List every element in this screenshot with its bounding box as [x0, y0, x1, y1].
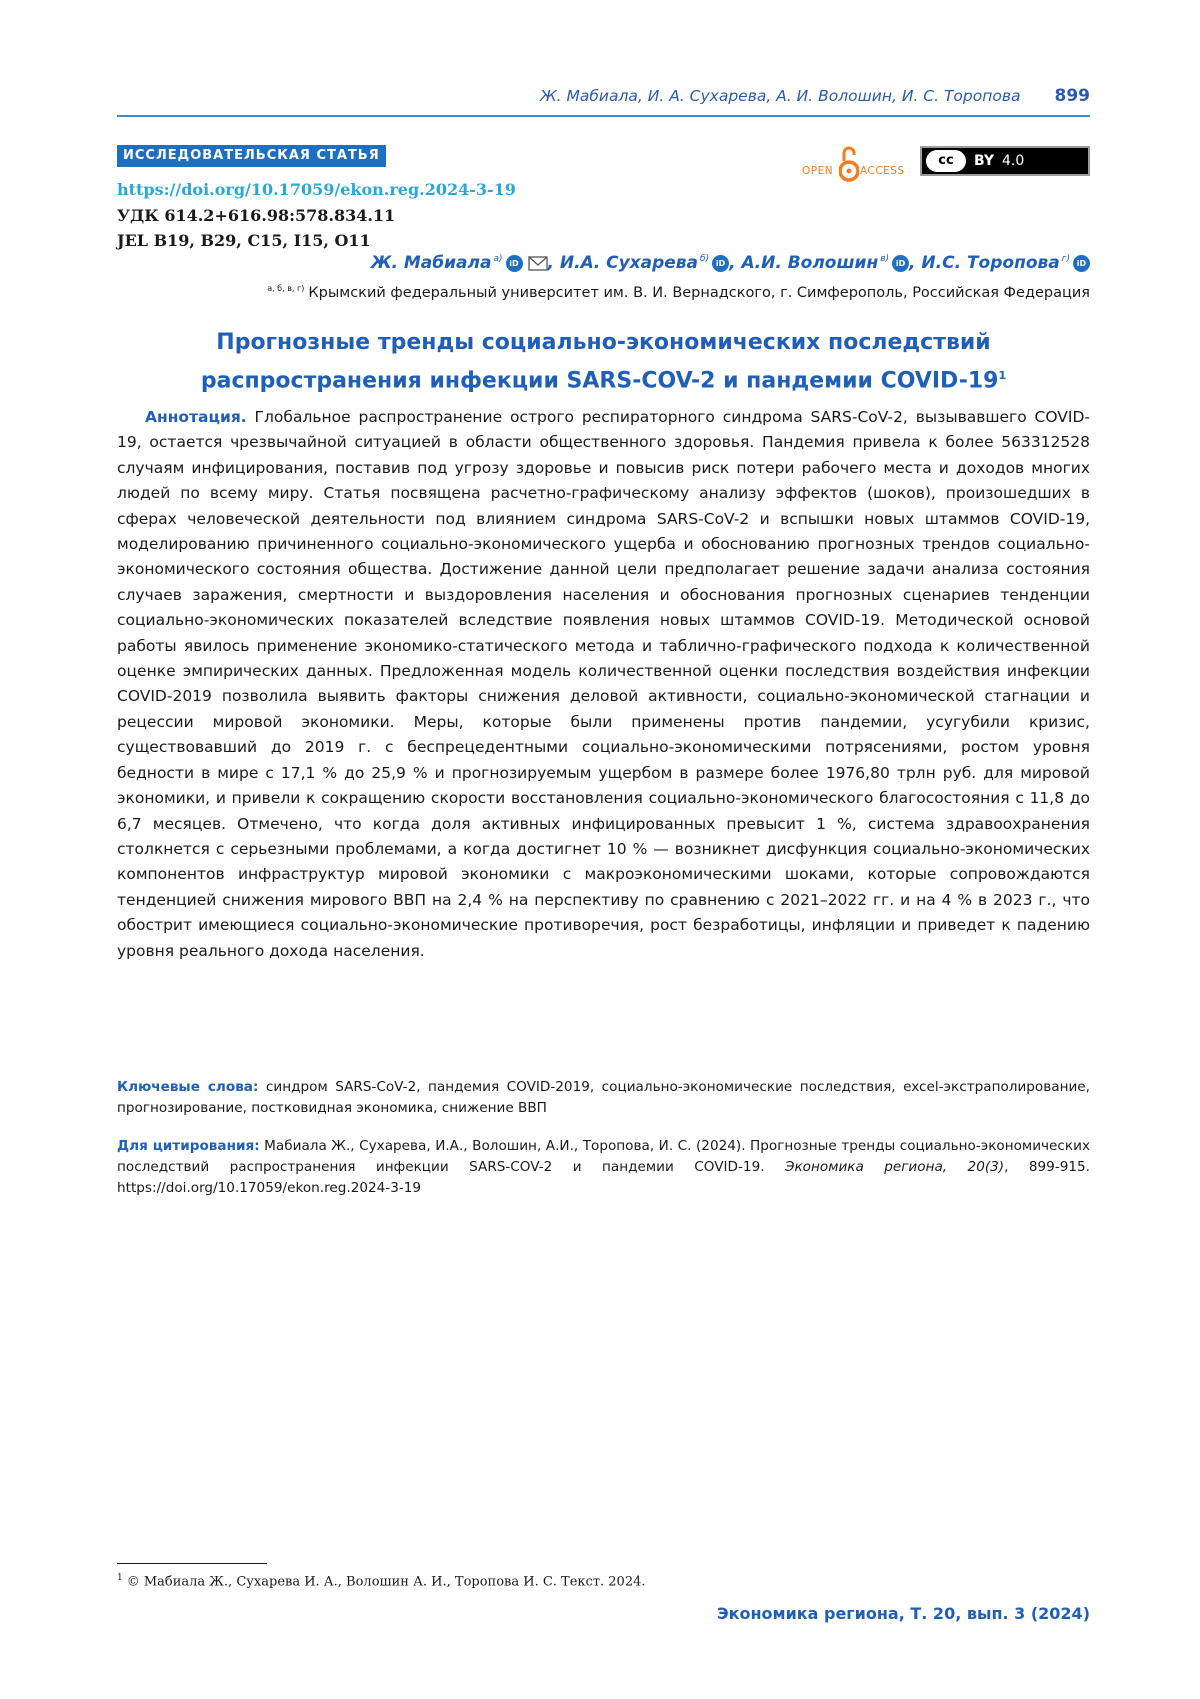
footnote-text: © Мабиала Ж., Сухарева И. А., Волошин А. И., Торопова И. С. Текст. 2024. — [126, 1574, 646, 1590]
citation-text-tail: , 899-915. https://doi.org/10.17059/ekon.reg.2024-3-19 — [117, 1159, 1090, 1196]
page-number: 899 — [1054, 86, 1090, 106]
orcid-icon[interactable]: iD — [506, 255, 523, 272]
article-title — [117, 326, 1090, 397]
cc-icon: cc — [926, 150, 966, 172]
title-line-1: Прогнозные тренды социально-экономических последствий — [216, 330, 991, 355]
orcid-icon[interactable]: iD — [1073, 255, 1090, 272]
journal-footer: Экономика региона, Т. 20, вып. 3 (2024) — [716, 1604, 1090, 1623]
citation — [117, 1136, 1090, 1199]
cc-by-label: BY — [974, 153, 995, 169]
cc-version-label: 4.0 — [1002, 153, 1025, 169]
jel-codes: JEL B19, B29, C15, I15, O11 — [117, 231, 371, 250]
title-footnote-mark[interactable]: 1 — [998, 369, 1007, 382]
keywords-label: Ключевые слова: — [117, 1079, 259, 1095]
citation-label: Для цитирования: — [117, 1138, 260, 1154]
running-authors: Ж. Мабиала, И. А. Сухарева, А. И. Волошин, И. С. Торопова — [539, 87, 1021, 105]
open-access-lock-icon — [839, 145, 859, 183]
affiliation — [267, 284, 1090, 301]
email-envelope-icon[interactable] — [528, 256, 548, 271]
keywords — [117, 1077, 1090, 1119]
author-4[interactable]: , И.С. Торопова $^{г)}$ — [909, 253, 1070, 273]
authors-line — [371, 253, 1090, 273]
header-rule — [117, 115, 1090, 117]
title-line-2: распространения инфекции SARS-COV-2 и пандемии COVID-$19^1$ — [200, 368, 1007, 394]
orcid-icon[interactable]: iD — [892, 255, 909, 272]
citation-journal: Экономика региона, 20(3) — [784, 1159, 1005, 1175]
author-3[interactable]: , А.И. Волошин $^{в)}$ — [729, 253, 890, 273]
keywords-text: синдром SARS-CoV-2, пандемия COVID-2019, социально-экономические последствия, excel-экстраполирование, прогнозирование, постковидная экономика, снижение ВВП — [117, 1079, 1090, 1116]
article-type-badge: ИССЛЕДОВАТЕЛЬСКАЯ СТАТЬЯ — [117, 145, 386, 167]
abstract-label: Аннотация. — [145, 408, 247, 426]
footnote-mark: 1 — [117, 1573, 123, 1583]
doi-link[interactable]: https://doi.org/10.17059/ekon.reg.2024-3-19 — [117, 180, 516, 199]
abstract-text: Глобальное распространение острого респираторного синдрома SARS-CoV-2, вызывавшего COVID-19, остается чрезвычайной ситуацией в области общественного здоровья. Пандемия привела к более 563312528 случаям инфицирования, поставив под угрозу здоровье и повысив риск потери рабочего места и доходов многих людей по всему миру. Статья посвящена расчетно-графическому анализу эффектов (шоков), произошедших в сферах человеческой деятельности под влиянием синдрома SARS-CoV-2 и вспышки новых штаммов COVID-19, моделированию причиненного социально-экономического ущерба и обоснованию прогнозных трендов социально-экономического состояния общества. Достижение данной цели предполагает решение задачи анализа состояния случаев заражения, смертности и выздоровления населения и обоснования прогнозных сценариев тенденции социально-экономических показателей вследствие появления новых штаммов COVID-19. Методической основой работы явилось применение экономико-статического метода и таблично-графического подхода к количественной оценке эмпирических данных. Предложенная модель количественной оценки последствия воздействия инфекции COVID-2019 позволила выявить факторы снижения деловой активности, социально-экономической стагнации и рецессии мировой экономики. Меры, которые были применены против пандемии, усугубили кризис, существовавший до 2019 г. с беспрецедентными социально-экономическими потрясениями, ростом уровня бедности в мире с 17,1 % до 25,9 % и прогнозируемым ущербом в размере более 1976,80 трлн руб. для мировой экономики, и привели к сокращению скорости восстановления социально-экономического благосостояния с 11,8 до 6,7 месяцев. Отмечено, что когда доля активных инфицированных превысит 1 %, система здравоохранения столкнется с серьезными проблемами, а когда достигнет 10 % — возникнет дисфункция социально-экономических компонентов инфраструктур мировой экономики с макроэкономическими шоками, которые сопровождаются тенденцией снижения мирового ВВП на 2,4 % на перспективу по сравнению с 2021–2022 гг. и на 4 % в 2023 г., что обострит имеющиеся социально-экономические противоречия, рост безработицы, инфляции и приведет к падению уровня реального дохода населения. — [117, 408, 1090, 960]
open-access-open-label: OPEN — [802, 165, 834, 177]
abstract — [117, 405, 1090, 964]
running-header — [117, 86, 1090, 112]
author-2[interactable]: , И.А. Сухарева $^{б)}$ — [547, 253, 710, 273]
open-access-logo — [802, 145, 914, 185]
footnote — [117, 1573, 646, 1589]
citation-text: Мабиала Ж., Сухарева, И.А., Волошин, А.И., Торопова, И. С. (2024). Прогнозные тренды социально-экономических последствий распространения инфекции SARS-COV-2 и пандемии COVID-19. — [117, 1138, 1090, 1175]
affiliation-text: Крымский федеральный университет им. В. И. Вернадского, г. Симферополь, Российская Федерация — [308, 284, 1090, 301]
udk-code: УДК 614.2+616.98:578.834.11 — [117, 206, 396, 225]
affiliation-marks: а, б, в, г) — [267, 284, 305, 293]
footnote-rule — [117, 1563, 267, 1564]
cc-by-license-badge[interactable] — [920, 146, 1090, 176]
open-access-access-label: ACCESS — [860, 165, 905, 177]
author-1[interactable]: Ж. Мабиала $^{а)}$ — [370, 253, 503, 273]
orcid-icon[interactable]: iD — [712, 255, 729, 272]
